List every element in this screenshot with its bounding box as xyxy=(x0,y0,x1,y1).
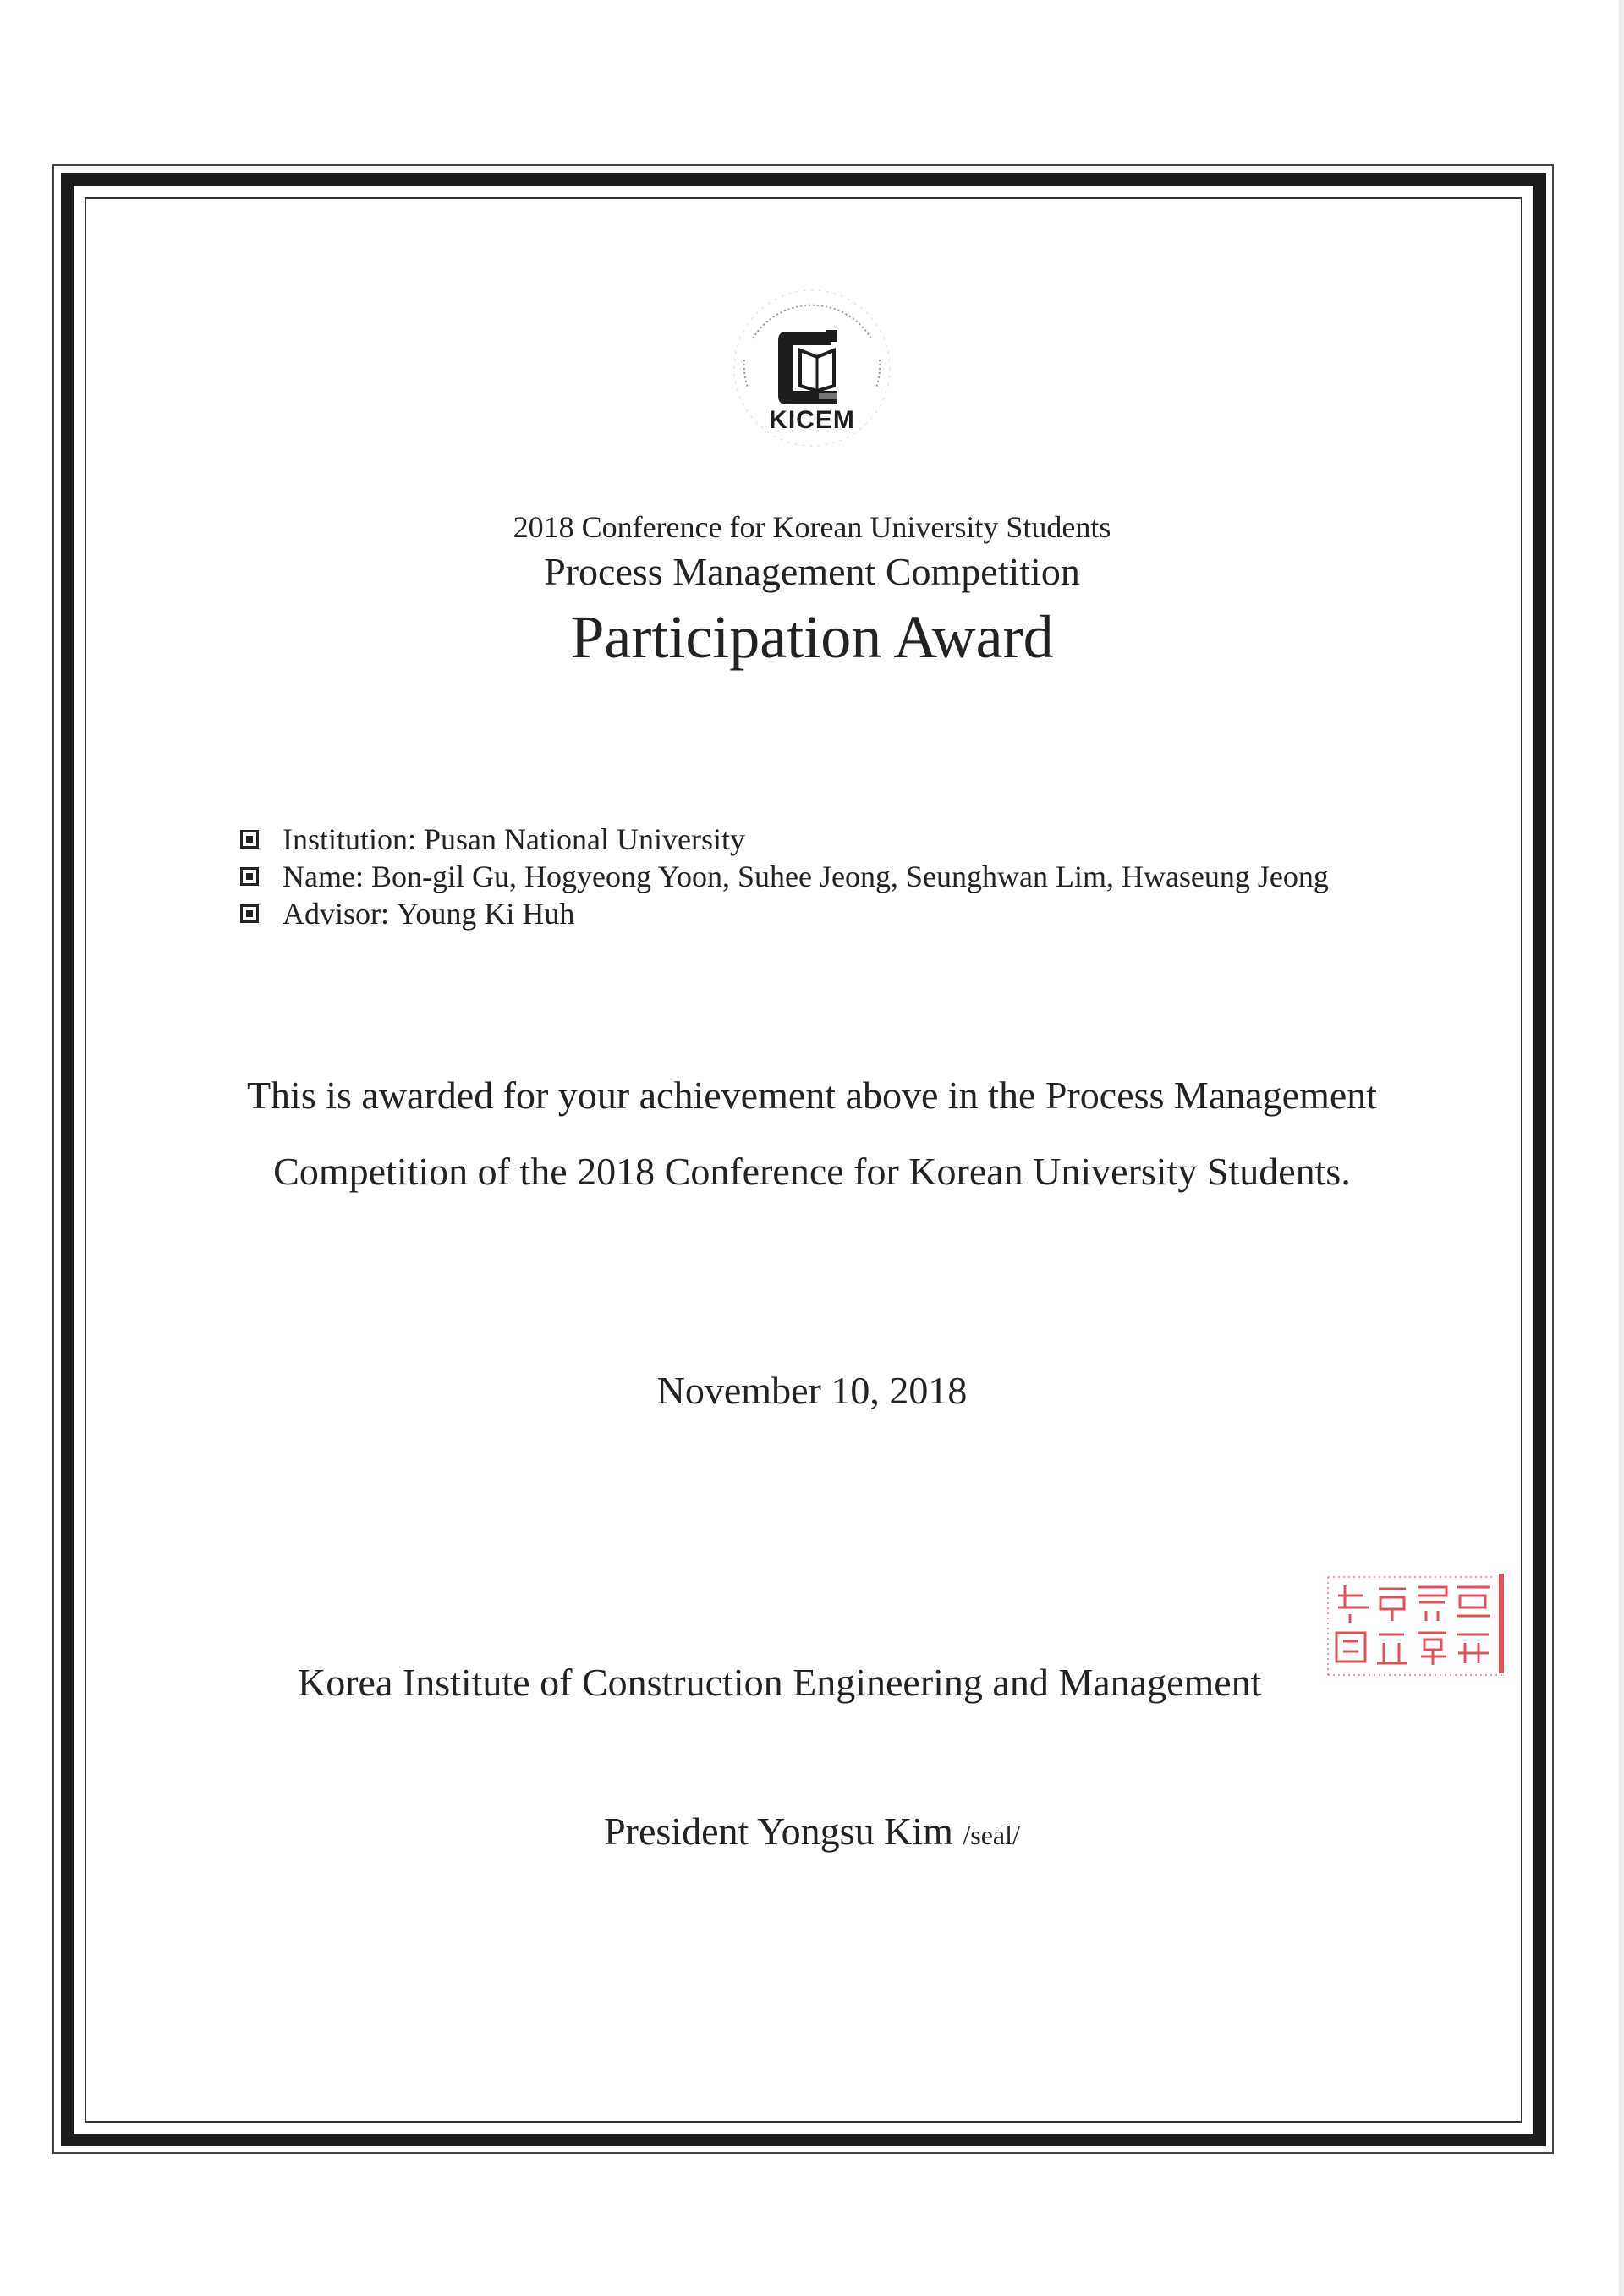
award-statement-line-2: Competition of the 2018 Conference for Korean University Students. xyxy=(273,1150,1351,1193)
award-statement-line-1: This is awarded for your achievement above in the Process Management xyxy=(246,1074,1378,1117)
competition-title: Process Management Competition xyxy=(544,550,1080,593)
bullet-box-icon xyxy=(240,830,259,849)
detail-value: Young Ki Huh xyxy=(397,897,575,931)
detail-value: Bon-gil Gu, Hogyeong Yoon, Suhee Jeong, Seunghwan Lim, Hwaseung Jeong xyxy=(370,860,1329,893)
seal-note: /seal/ xyxy=(963,1820,1020,1850)
page-edge xyxy=(1619,0,1624,2296)
detail-label: Advisor: xyxy=(283,897,389,931)
bullet-box-icon xyxy=(240,904,259,923)
red-seal-stamp-icon xyxy=(1325,1570,1509,1680)
kicem-emblem-icon xyxy=(719,279,905,474)
details-list xyxy=(240,821,1329,932)
detail-label: Institution: xyxy=(283,822,417,856)
bullet-box-icon xyxy=(240,867,259,886)
detail-advisor xyxy=(240,895,1329,932)
award-title: Participation Award xyxy=(570,603,1054,671)
kicem-logo xyxy=(719,279,905,474)
issuing-organization: Korea Institute of Construction Engineering and Management xyxy=(298,1661,1262,1704)
detail-label: Name: xyxy=(283,860,364,893)
detail-institution xyxy=(240,821,1329,858)
president-name: President Yongsu Kim xyxy=(604,1810,953,1853)
award-date: November 10, 2018 xyxy=(656,1369,968,1412)
detail-value: Pusan National University xyxy=(424,822,745,856)
president-signature-line xyxy=(0,1809,1624,1854)
kicem-logo-text: KICEM xyxy=(769,406,855,434)
detail-names xyxy=(240,858,1329,895)
official-seal xyxy=(1325,1570,1509,1680)
conference-title: 2018 Conference for Korean University Students xyxy=(513,510,1111,544)
